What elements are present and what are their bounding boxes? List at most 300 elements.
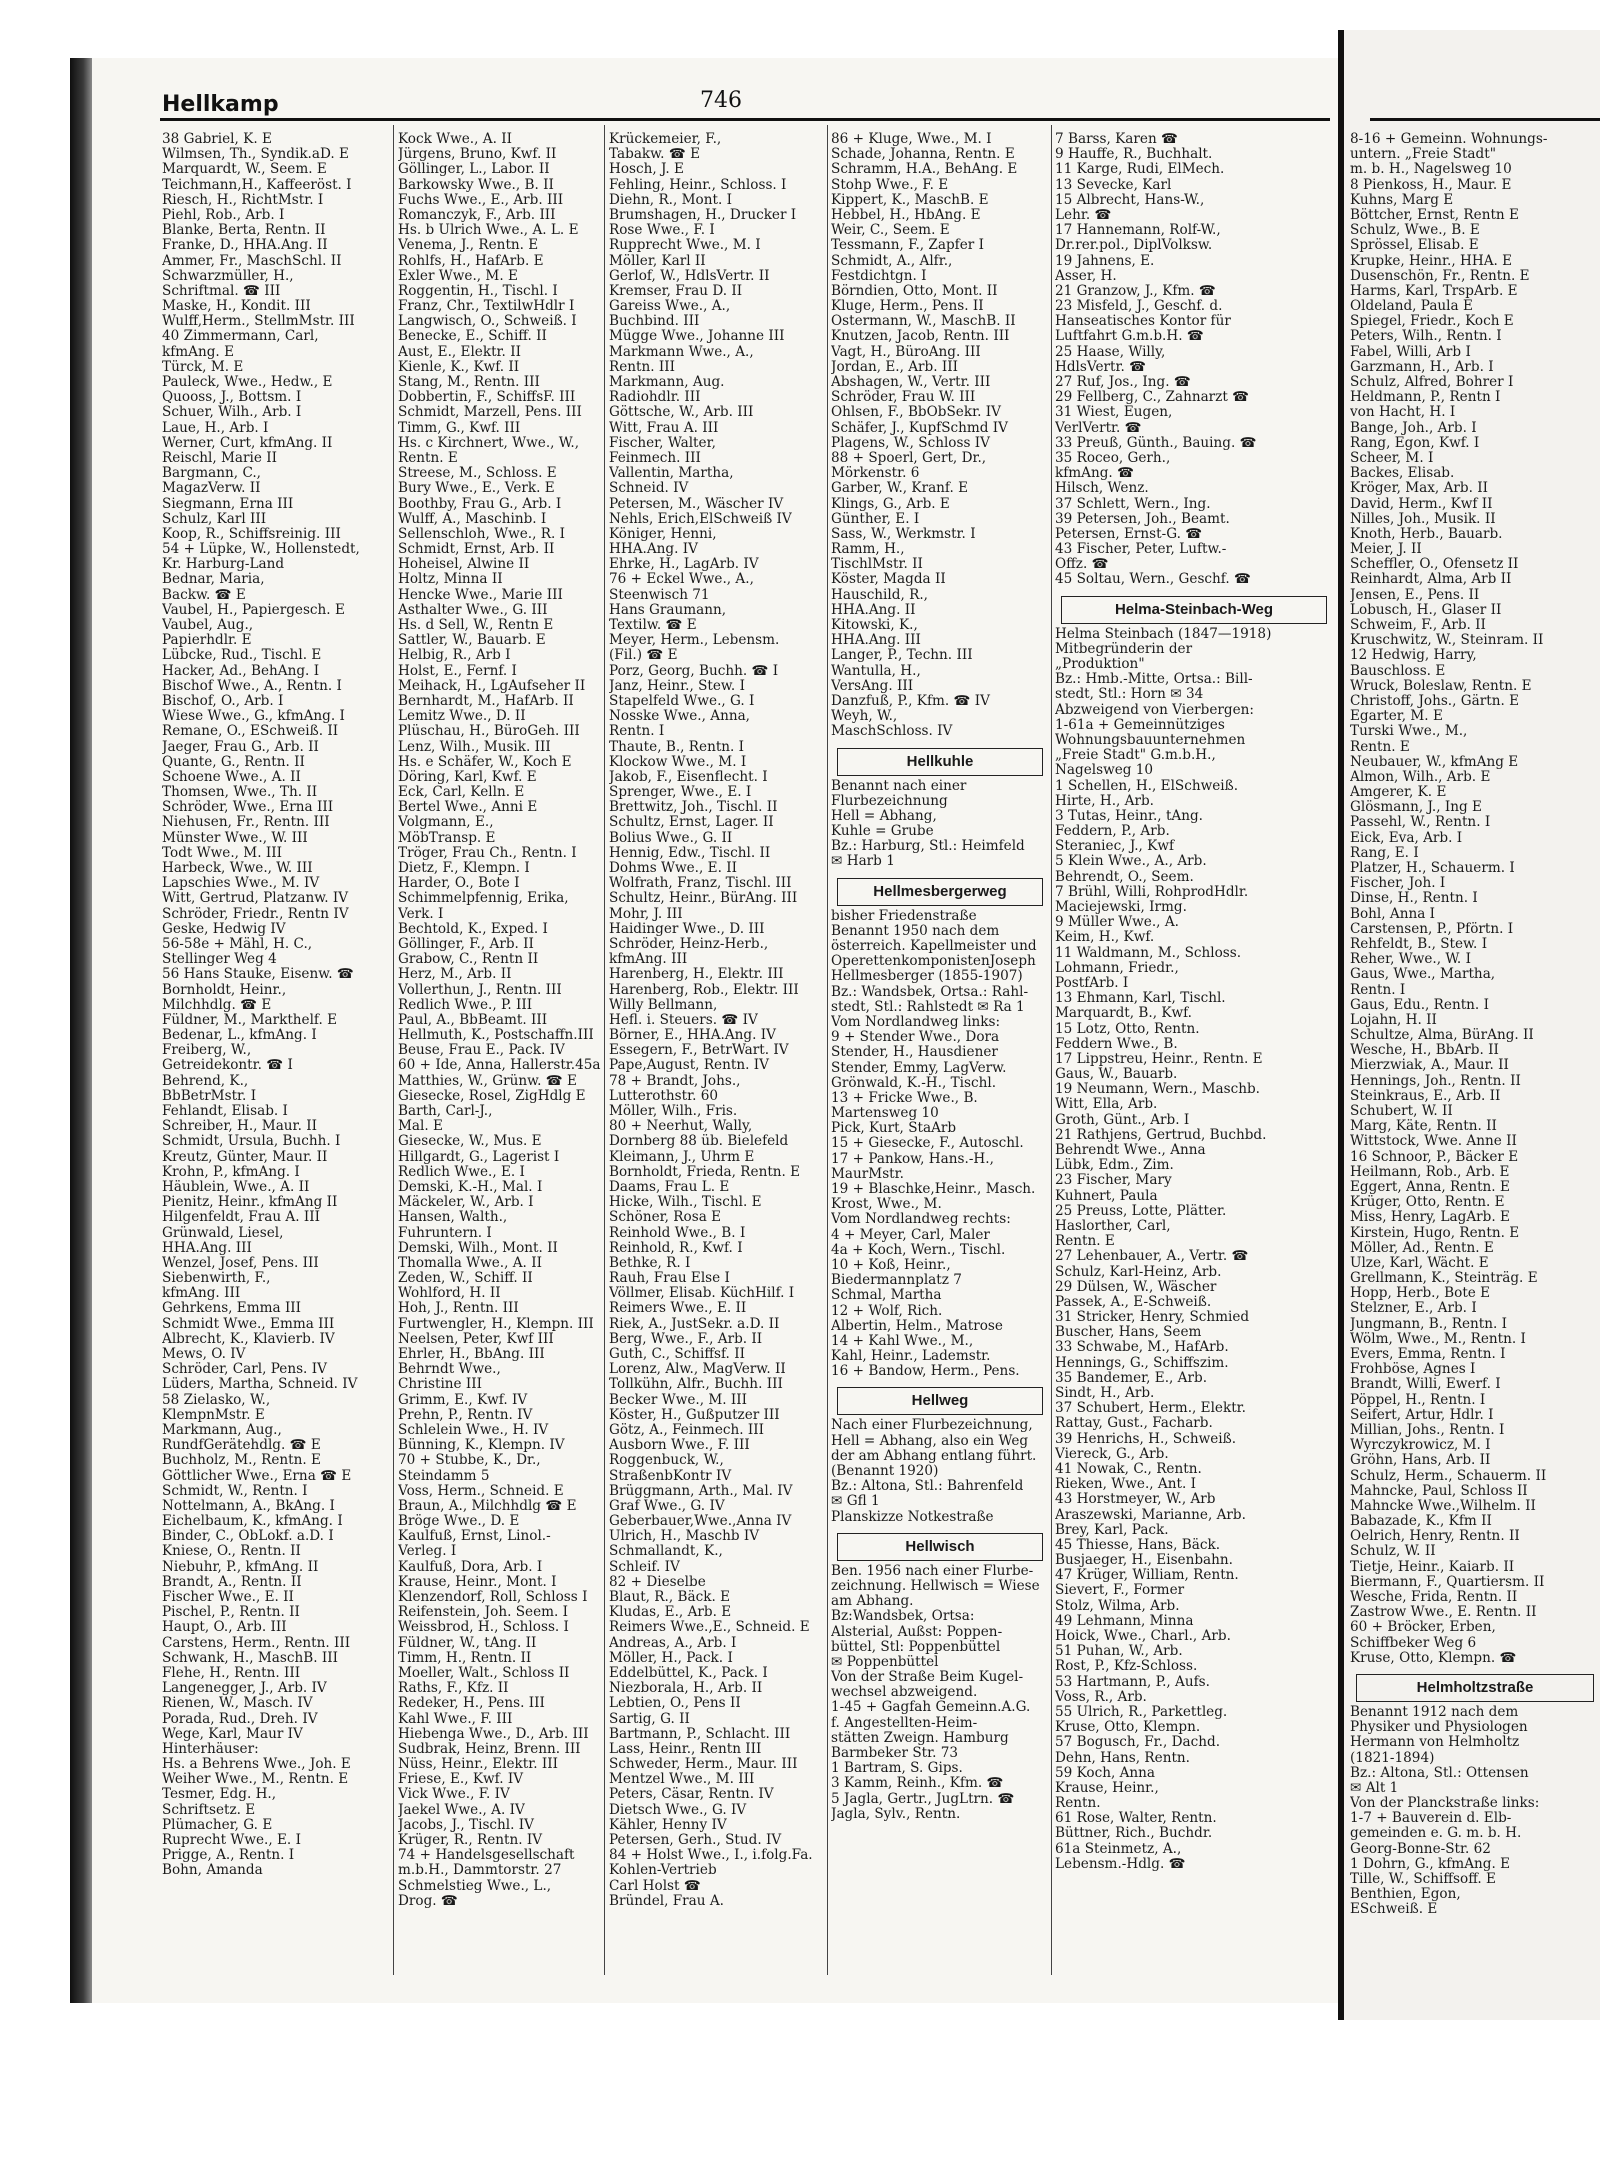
directory-entry: Möller, H., Pack. I (609, 1649, 733, 1666)
directory-entry: Marg, Käte, Rentn. II (1350, 1118, 1497, 1135)
directory-entry: Stolz, Wilma, Arb. (1055, 1597, 1180, 1614)
directory-entry: Sass, W., Werkmstr. I (831, 525, 976, 542)
directory-entry: Tessmann, F., Zapfer I (831, 237, 984, 254)
directory-entry: Festdichtgn. I (831, 267, 927, 284)
directory-entry: Schultz, Ernst, Lager. II (609, 814, 774, 831)
directory-entry: Kaulfuß, Dora, Arb. I (398, 1558, 543, 1575)
directory-entry: 74 + Handelsgesellschaft (398, 1847, 575, 1864)
directory-entry: 84 + Holst Wwe., I., i.folg.Fa. (609, 1847, 813, 1864)
directory-entry: 1-7 + Bauverein d. Elb- (1350, 1810, 1512, 1827)
directory-entry: Feddern Wwe., B. (1055, 1035, 1178, 1052)
directory-entry: Neubauer, W., kfmAng E (1350, 753, 1519, 770)
directory-entry: Rentn. III (609, 358, 676, 375)
directory-entry: 3 Tutas, Heinr., tAng. (1055, 807, 1204, 824)
directory-entry: Tollkühn, Alfr., Buchh. III (609, 1376, 783, 1393)
directory-entry: 37 Schubert, Herm., Elektr. (1055, 1400, 1246, 1417)
directory-entry: Rang, E. I (1350, 844, 1419, 861)
directory-entry: Miss, Henry, LagArb. E (1350, 1209, 1510, 1226)
directory-entry: Hansen, Walth., (398, 1209, 508, 1226)
directory-entry: Mews, O. IV (162, 1346, 246, 1362)
directory-entry: 58 Zielasko, W., (162, 1391, 271, 1408)
directory-entry: Lüders, Martha, Schneid. IV (162, 1376, 358, 1393)
directory-entry: Quante, G., Rentn. II (162, 753, 305, 770)
directory-entry: Schimmelpfennig, Erika, (398, 890, 569, 907)
directory-entry: Hefl. i. Steuers. ☎ IV (609, 1011, 758, 1028)
directory-entry: Hopp, Herb., Bote E (1350, 1285, 1491, 1302)
directory-entry: Schmidt, W., Rentn. I (162, 1482, 308, 1499)
directory-entry: Bornholdt, Frieda, Rentn. E (609, 1163, 801, 1180)
directory-entry: Hilsch, Wenz. (1055, 480, 1149, 497)
directory-entry: Garber, W., Kranf. E (831, 480, 969, 497)
directory-entry: Benannt 1950 nach dem (831, 922, 1000, 939)
directory-entry: Binder, C., ObLokf. a.D. I (162, 1528, 334, 1545)
directory-entry: Gerlof, W., HdlsVertr. II (609, 267, 770, 284)
directory-entry: Egarter, M. E (1350, 708, 1443, 725)
directory-entry: Marquardt, B., Kwf. (1055, 1005, 1192, 1022)
directory-entry: Reimers Wwe., E. II (609, 1300, 747, 1317)
directory-entry: Porz, Georg, Buchh. ☎ I (609, 662, 779, 679)
directory-entry: ✉ Gfl 1 (831, 1493, 880, 1510)
directory-entry: Behrendt Wwe., Anna (1055, 1142, 1206, 1158)
directory-entry: Paul, A., BbBeamt. III (398, 1011, 548, 1028)
directory-entry: Langer, P., Techn. III (831, 647, 973, 664)
directory-entry: VerlVertr. ☎ (1055, 419, 1142, 436)
directory-entry: Hennig, Edw., Tischl. II (609, 844, 771, 861)
directory-entry: Plüschau, H., BüroGeh. III (398, 723, 580, 740)
directory-entry: Gareiss Wwe., A., (609, 298, 731, 315)
directory-entry: Passek, A., E-Schweiß. (1055, 1293, 1212, 1310)
directory-entry: 15 Albrecht, Hans-W., (1055, 191, 1205, 208)
directory-entry: Harms, Karl, TrspArb. E (1350, 282, 1518, 299)
directory-entry: Kienle, K., Kwf. II (398, 358, 520, 375)
directory-entry: Bolius Wwe., G. II (609, 829, 733, 846)
directory-entry: Jacobs, J., Tischl. IV (398, 1816, 534, 1833)
directory-entry: Schröder, Frau W. III (831, 389, 976, 406)
directory-entry: 39 Petersen, Joh., Beamt. (1055, 510, 1230, 527)
directory-entry: Tietje, Heinr., Kaiarb. II (1350, 1558, 1515, 1575)
directory-entry: ESchweiß. E (1350, 1901, 1438, 1918)
directory-entry: m. b. H., Nagelsweg 10 (1350, 161, 1512, 178)
directory-entry: stedt, Stl.: Rahlstedt ✉ Ra 1 (831, 998, 1025, 1015)
directory-entry: Hinterhäuser: (162, 1740, 259, 1757)
directory-entry: Harder, O., Bote I (398, 875, 520, 892)
directory-entry: Willy Bellmann, (609, 996, 718, 1013)
directory-entry: Oelrich, Henry, Rentn. II (1350, 1528, 1520, 1545)
directory-entry: Tesmer, Edg. H., (162, 1786, 277, 1803)
directory-entry: Mahncke, Paul, Schloss II (1350, 1482, 1528, 1499)
directory-entry: Mäckeler, W., Arb. I (398, 1194, 534, 1211)
directory-entry: Schultz, Heinr., BürAng. III (609, 890, 798, 907)
directory-entry: Börner, E., HHA.Ang. IV (609, 1027, 776, 1044)
directory-entry: Nilles, Joh., Musik. II (1350, 510, 1496, 527)
directory-entry: 45 Soltau, Wern., Geschf. ☎ (1055, 571, 1251, 588)
directory-entry: 1 Bartram, S. Gips. (831, 1760, 963, 1777)
directory-entry: Göllinger, F., Arb. II (398, 935, 534, 952)
directory-entry: Sprössel, Elisab. E (1350, 237, 1479, 254)
directory-entry: Schröder, Heinz-Herb., (609, 935, 769, 952)
directory-entry: Schmidt Wwe., Emma III (162, 1315, 335, 1332)
directory-entry: Büttner, Rich., Buchdr. (1055, 1825, 1213, 1842)
directory-entry: Dehn, Hans, Rentn. (1055, 1749, 1191, 1766)
directory-entry: Bornholdt, Heinr., (162, 981, 287, 998)
directory-entry: Rentn. I (1350, 981, 1406, 998)
directory-entry: Schröder, Friedr., Rentn IV (162, 905, 349, 922)
column-divider (1051, 125, 1052, 1975)
directory-entry: Sindt, H., Arb. (1055, 1385, 1155, 1401)
directory-entry: 1-45 + Gagfah Gemeinn.A.G. (831, 1699, 1031, 1716)
directory-entry: Schmidt, A., Alfr., (831, 252, 953, 269)
directory-entry: Vaubel, H., Papiergesch. E (162, 601, 345, 618)
directory-entry: Möller, Wilh., Fris. (609, 1103, 738, 1119)
directory-entry: Bertel Wwe., Anni E (398, 799, 538, 816)
directory-entry: Dietz, F., Klempn. I (398, 860, 530, 876)
directory-entry: Reischl, Marie II (162, 449, 277, 466)
directory-entry: Harenberg, Rob., Elektr. III (609, 981, 799, 998)
directory-entry: Prehn, P., Rentn. IV (398, 1406, 533, 1423)
directory-column-4 (831, 132, 1049, 1822)
directory-entry: Oldeland, Paula E (1350, 298, 1473, 315)
directory-entry: Zeden, W., Schiff. II (398, 1270, 533, 1287)
directory-entry: 80 + Neerhut, Wally, (609, 1118, 753, 1135)
directory-entry: Wolfrath, Franz, Tischl. III (609, 875, 792, 892)
directory-entry: Vaubel, Aug., (162, 617, 254, 633)
directory-entry: Andreas, A., Arb. I (609, 1634, 737, 1651)
directory-entry: Eick, Eva, Arb. I (1350, 829, 1463, 846)
directory-entry: Glösmann, J., Ing E (1350, 799, 1482, 816)
directory-entry: Benannt nach einer (831, 777, 967, 794)
directory-entry: Bernhardt, M., HafArb. II (398, 692, 574, 709)
directory-column-2 (398, 132, 602, 1909)
directory-entry: Koop, R., Schiffsreinig. III (162, 525, 341, 542)
directory-entry: Stender, H., Hausdiener (831, 1044, 998, 1061)
directory-entry: Jaekel Wwe., A. IV (398, 1801, 525, 1818)
directory-entry: Krost, Wwe., M. (831, 1196, 942, 1213)
directory-entry: Schulz, Karl-Heinz, Arb. (1055, 1263, 1222, 1280)
directory-entry: Zastrow Wwe., E. Rentn. II (1350, 1604, 1537, 1621)
directory-entry: Stelzner, E., Arb. I (1350, 1300, 1477, 1317)
directory-entry: Boothby, Frau G., Arb. I (398, 495, 562, 512)
directory-entry: Bange, Joh., Arb. I (1350, 419, 1477, 436)
directory-entry: Heilmann, Rob., Arb. E (1350, 1163, 1510, 1180)
directory-entry: Schwarzmüller, H., (162, 267, 294, 284)
directory-entry: Mentzel Wwe., M. III (609, 1771, 755, 1788)
directory-entry: Hs. b Ulrich Wwe., A. L. E (398, 222, 579, 239)
directory-entry: Vollerthun, J., Rentn. III (398, 981, 562, 998)
directory-entry: Dr.rer.pol., DiplVolksw. (1055, 237, 1213, 254)
column-divider (393, 125, 394, 1975)
directory-entry: Quooss, J., Bottsm. I (162, 389, 302, 406)
directory-entry: HdlsVertr. ☎ (1055, 358, 1147, 375)
directory-entry: Niehusen, Fr., Rentn. III (162, 814, 330, 831)
directory-entry: 19 Neumann, Wern., Maschb. (1055, 1081, 1260, 1098)
directory-entry: 31 Wiest, Eugen, (1055, 404, 1173, 421)
directory-entry: Scheer, M. I (1350, 449, 1434, 466)
directory-entry: Werner, Curt, kfmAng. II (162, 434, 333, 451)
directory-entry: David, Herm., Kwf II (1350, 495, 1493, 512)
directory-entry: Vom Nordlandweg links: (831, 1013, 1001, 1030)
directory-entry: Kirstein, Hugo, Rentn. E (1350, 1224, 1520, 1241)
directory-entry: Gehrkens, Emma III (162, 1300, 302, 1317)
directory-entry: 9 Hauffe, R., Buchhalt. (1055, 146, 1213, 163)
directory-entry: Markmann Wwe., A., (609, 343, 754, 360)
directory-entry: Lübcke, Rud., Tischl. E (162, 647, 322, 664)
facing-header-rule (1370, 118, 1600, 121)
directory-entry: „Freie Stadt" G.m.b.H., (1055, 747, 1216, 764)
directory-entry: Hs. a Behrens Wwe., Joh. E (162, 1756, 351, 1773)
directory-entry: Schweder, Herm., Maur. III (609, 1756, 798, 1773)
directory-entry: Hs. d Sell, W., Rentn E (398, 617, 554, 633)
directory-entry: wechsel abzweigend. (831, 1684, 978, 1701)
directory-entry: Georg-Bonne-Str. 62 (1350, 1840, 1491, 1857)
directory-entry: Furtwengler, H., Klempn. III (398, 1315, 594, 1332)
directory-entry: Rose Wwe., F. I (609, 222, 715, 239)
directory-entry: Nüss, Heinr., Elektr. III (398, 1756, 558, 1773)
directory-entry: Barth, Carl-J., (398, 1103, 493, 1119)
directory-entry: Verleg. I (398, 1543, 457, 1560)
directory-entry: Prigge, A., Rentn. I (162, 1847, 295, 1864)
directory-entry: BbBetrMstr. I (162, 1087, 257, 1104)
directory-entry: Bz.: Hmb.-Mitte, Ortsa.: Bill- (1055, 671, 1253, 688)
directory-entry: Klenzendorf, Roll, Schloss I (398, 1589, 588, 1605)
directory-entry: Stapelfeld Wwe., G. I (609, 692, 755, 709)
directory-entry: Wulff, A., Maschinb. I (398, 510, 547, 527)
directory-entry: Haupt, O., Arb. III (162, 1619, 287, 1636)
directory-entry: Pischel, P., Rentn. II (162, 1604, 300, 1621)
directory-entry: Witt, Frau A. III (609, 419, 719, 436)
directory-entry: Asthalter Wwe., G. III (398, 601, 548, 618)
directory-entry: Möller, Karl II (609, 252, 706, 269)
directory-entry: Wesche, H., BbArb. II (1350, 1042, 1499, 1059)
directory-entry: Hoh, J., Rentn. III (398, 1300, 519, 1317)
directory-entry: Schöner, Rosa E (609, 1209, 722, 1226)
directory-entry: Bohl, Anna I (1350, 905, 1436, 922)
directory-entry: 17 + Pankow, Hans.-H., (831, 1150, 994, 1167)
directory-entry: 31 Stricker, Henry, Schmied (1055, 1309, 1250, 1326)
directory-entry: Kludas, E., Arb. E (609, 1604, 732, 1621)
directory-entry: Schultze, Alma, BürAng. II (1350, 1027, 1534, 1044)
directory-entry: Franz, Chr., TextilwHdlr I (398, 298, 575, 315)
directory-entry: Wulff,Herm., StellmMstr. III (162, 313, 355, 330)
directory-entry: Ulze, Karl, Wächt. E (1350, 1254, 1489, 1271)
directory-entry: Möller, Ad., Rentn. E (1350, 1239, 1494, 1256)
directory-entry: Grünwald, Liesel, (162, 1224, 284, 1241)
directory-entry: HHA.Ang. III (831, 632, 921, 649)
directory-entry: Drog. ☎ (398, 1892, 458, 1909)
directory-entry: Kluge, Herm., Pens. II (831, 298, 984, 315)
directory-entry: Haidinger Wwe., D. III (609, 920, 765, 937)
directory-entry: Kuhns, Marg E (1350, 191, 1454, 208)
directory-entry: Mörkenstr. 6 (831, 465, 920, 482)
directory-entry: Plagens, W., Schloss IV (831, 434, 990, 451)
directory-entry: Knutzen, Jacob, Rentn. III (831, 328, 1010, 345)
directory-entry: Wilmsen, Th., Syndik.aD. E (162, 146, 349, 163)
directory-entry: Bury Wwe., E., Verk. E (398, 480, 555, 497)
directory-entry: Göllinger, L., Labor. II (398, 161, 550, 178)
directory-entry: Helbig, R., Arb I (398, 647, 511, 664)
directory-entry: Albrecht, K., Klavierb. IV (162, 1330, 335, 1347)
directory-entry: 40 Zimmermann, Carl, (162, 328, 319, 345)
directory-entry: 4 + Meyer, Carl, Maler (831, 1226, 990, 1243)
directory-entry: 13 + Fricke Wwe., B. (831, 1089, 978, 1106)
directory-entry: Asser, H. (1055, 267, 1117, 284)
directory-entry: Riesch, H., RichtMstr. I (162, 191, 324, 208)
directory-entry: Alsterial, Außst: Poppen- (831, 1623, 1003, 1640)
directory-entry: Lass, Heinr., Rentn III (609, 1740, 762, 1757)
directory-entry: Langenegger, J., Arb. IV (162, 1680, 327, 1697)
directory-entry: Passehl, W., Rentn. I (1350, 814, 1491, 831)
directory-entry: Kock Wwe., A. II (398, 132, 512, 147)
directory-entry: Abshagen, W., Vertr. III (831, 374, 991, 390)
directory-entry: 27 Ruf, Jos., Ing. ☎ (1055, 374, 1191, 390)
directory-entry: Bartmann, P., Schlacht. III (609, 1725, 791, 1742)
directory-entry: Wruck, Boleslaw, Rentn. E (1350, 677, 1532, 694)
directory-entry: Mal. E (398, 1118, 443, 1135)
directory-entry: Timm, H., Rentn. II (398, 1649, 532, 1666)
directory-entry: Jungmann, B., Rentn. I (1350, 1315, 1508, 1332)
directory-entry: Neelsen, Peter, Kwf III (398, 1330, 554, 1347)
directory-entry: MöbTransp. E (398, 829, 496, 846)
directory-entry: Steraniec, J., Kwf (1055, 838, 1175, 855)
directory-entry: Rentn. E (398, 449, 458, 466)
directory-entry: Graf Wwe., G. IV (609, 1497, 725, 1514)
directory-entry: kfmAng. ☎ (1055, 465, 1135, 482)
directory-entry: Schoene Wwe., A. II (162, 768, 301, 785)
directory-entry: Blaut, R., Bäck. E (609, 1589, 731, 1605)
directory-entry: Hillgardt, G., Lagerist I (398, 1148, 560, 1165)
directory-entry: 49 Lehmann, Minna (1055, 1612, 1194, 1629)
directory-entry: Krause, Heinr., Mont. I (398, 1573, 557, 1590)
directory-entry: Rost, P., Kfz-Schloss. (1055, 1658, 1198, 1675)
directory-entry: Fehling, Heinr., Schloss. I (609, 176, 787, 193)
directory-entry: Hennings, G., Schiffszim. (1055, 1354, 1229, 1371)
directory-entry: Hs. c Kirchnert, Wwe., W., (398, 434, 580, 451)
directory-entry: VersAng. III (831, 677, 914, 694)
directory-entry: 59 Koch, Anna (1055, 1764, 1156, 1781)
column-divider (604, 125, 605, 1975)
directory-entry: Lohmann, Friedr., (1055, 959, 1179, 976)
directory-entry: Weiher Wwe., M., Rentn. E (162, 1771, 349, 1788)
directory-entry: Feinmech. III (609, 449, 701, 466)
directory-entry: der am Abhang entlang führt. (831, 1447, 1037, 1464)
directory-entry: 61 Rose, Walter, Rentn. (1055, 1810, 1217, 1827)
directory-entry: Carl Holst ☎ (609, 1877, 701, 1894)
directory-entry: Roggentin, H., Tischl. I (398, 282, 558, 299)
directory-entry: Mierzwiak, A., Maur. II (1350, 1057, 1509, 1074)
directory-entry: Millian, Johs., Rentn. I (1350, 1421, 1505, 1438)
directory-entry: MagazVerw. II (162, 480, 261, 497)
directory-entry: Spiegel, Friedr., Koch E (1350, 313, 1514, 330)
directory-entry: 35 Bandemer, E., Arb. (1055, 1369, 1208, 1386)
directory-entry: Krückemeier, F., (609, 132, 722, 147)
directory-entry: Siebenwirth, F., (162, 1270, 271, 1287)
directory-entry: Petersen, Gerh., Stud. IV (609, 1832, 782, 1848)
directory-entry: KlempnMstr. E (162, 1406, 265, 1423)
directory-entry: Marquardt, W., Seem. E (162, 161, 327, 178)
directory-entry: Dietsch Wwe., G. IV (609, 1801, 747, 1818)
directory-entry: Pauleck, Wwe., Hedw., E (162, 374, 333, 390)
directory-entry: 5 Jagla, Gertr., JugLtrn. ☎ (831, 1790, 1015, 1807)
directory-entry: Hoheisel, Alwine II (398, 556, 530, 573)
directory-entry: Kahl, Heinr., Lademstr. (831, 1348, 991, 1365)
directory-entry: Todt Wwe., M. III (162, 844, 282, 861)
directory-entry: Meihack, H., LgAufseher II (398, 677, 586, 694)
directory-entry: Mohr, J. III (609, 905, 683, 922)
directory-entry: Vallentin, Martha, (609, 465, 734, 482)
directory-entry: Pick, Kurt, StaArb (831, 1120, 957, 1137)
directory-entry: Mitbegründerin der (1055, 640, 1193, 657)
directory-entry: Schwank, H., MaschB. III (162, 1649, 338, 1666)
directory-entry: Hs. e Schäfer, W., Koch E (398, 753, 572, 770)
directory-entry: Witt, Gertrud, Platzanw. IV (162, 890, 349, 907)
directory-entry: Böttcher, Ernst, Rentn E (1350, 206, 1519, 223)
directory-entry: Hilgenfeldt, Frau A. III (162, 1209, 320, 1226)
directory-entry: Ramm, H., (831, 541, 905, 558)
directory-entry: Schuer, Wilh., Arb. I (162, 404, 302, 421)
directory-entry: Eichelbaum, K., kfmAng. I (162, 1513, 343, 1530)
directory-entry: Redlich Wwe., P. III (398, 996, 533, 1013)
directory-entry: Grimm, E., Kwf. IV (398, 1391, 528, 1408)
directory-entry: 56-58e + Mähl, H. C., (162, 935, 313, 952)
directory-entry: Rentn. E (1055, 1233, 1115, 1250)
directory-entry: Hennings, Joh., Rentn. II (1350, 1072, 1521, 1089)
directory-entry: Physiker und Physiologen (1350, 1719, 1528, 1736)
street-heading: Helma-Steinbach-Weg (1061, 596, 1327, 624)
directory-entry: Gaus, Wwe., Martha, (1350, 966, 1496, 983)
directory-entry: 23 Misfeld, J., Geschf. d. (1055, 298, 1223, 315)
directory-entry: Rupprecht Wwe., M. I (609, 237, 761, 254)
directory-entry: Geberbauer,Wwe.,Anna IV (609, 1513, 792, 1530)
directory-entry: Schriftmal. ☎ III (162, 282, 281, 299)
directory-entry: Kitowski, K., (831, 617, 918, 633)
directory-entry: Thomalla Wwe., A. II (398, 1254, 542, 1271)
directory-entry: Schulz, Alfred, Bohrer I (1350, 374, 1514, 390)
directory-entry: Barmbeker Str. 73 (831, 1745, 959, 1761)
directory-entry: Amgerer, K. E (1350, 784, 1447, 801)
directory-entry: Bechtold, K., Exped. I (398, 920, 548, 937)
directory-entry: Wyrczykrowicz, M. I (1350, 1437, 1491, 1454)
directory-entry: Gröhn, Hans, Arb. II (1350, 1452, 1491, 1469)
directory-entry: Schmidt, Ursula, Buchh. I (162, 1133, 341, 1150)
directory-entry: 1-61a + Gemeinnütziges (1055, 716, 1225, 733)
directory-entry: Diehn, R., Mont. I (609, 191, 732, 208)
directory-entry: Hell = Abhang, also ein Weg (831, 1432, 1029, 1449)
directory-entry: Weir, C., Seem. E (831, 222, 950, 239)
directory-entry: 53 Hartmann, P., Aufs. (1055, 1673, 1210, 1690)
directory-entry: Bz:Wandsbek, Ortsa: (831, 1608, 975, 1625)
directory-entry: Schramm, H.A., BehAng. E (831, 161, 1018, 178)
directory-entry: 19 Jahnens, E. (1055, 252, 1155, 269)
directory-entry: 29 Fellberg, C., Zahnarzt ☎ (1055, 389, 1250, 406)
directory-entry: MaschSchloss. IV (831, 723, 953, 740)
directory-entry: Bünning, K., Klempn. IV (398, 1437, 565, 1454)
directory-entry: Knoth, Herb., Bauarb. (1350, 525, 1503, 542)
directory-entry: Ohlsen, F., BbObSekr. IV (831, 404, 1001, 421)
directory-entry: Bröge Wwe., D. E (398, 1513, 520, 1530)
directory-entry: Ostermann, W., MaschB. II (831, 313, 1016, 330)
directory-entry: 70 + Stubbe, K., Dr., (398, 1452, 541, 1469)
directory-entry: 15 + Giesecke, F., Autoschl. (831, 1135, 1024, 1152)
directory-entry: Bz.: Harburg, Stl.: Heimfeld (831, 838, 1025, 855)
directory-entry: Sudbrak, Heinz, Brenn. III (398, 1740, 581, 1757)
directory-entry: Bz.: Wandsbek, Ortsa.: Rahl- (831, 983, 1029, 1000)
directory-entry: Pöppel, H., Rentn. I (1350, 1391, 1486, 1408)
directory-entry: Planskizze Notkestraße (831, 1508, 994, 1525)
directory-entry: Turski Wwe., M., (1350, 723, 1468, 740)
directory-entry: Schäfer, J., KupfSchmd IV (831, 419, 1008, 436)
directory-entry: TischlMstr. II (831, 556, 923, 573)
directory-entry: Guth, C., Schiffsf. II (609, 1346, 745, 1362)
directory-entry: 12 + Wolf, Rich. (831, 1302, 943, 1319)
